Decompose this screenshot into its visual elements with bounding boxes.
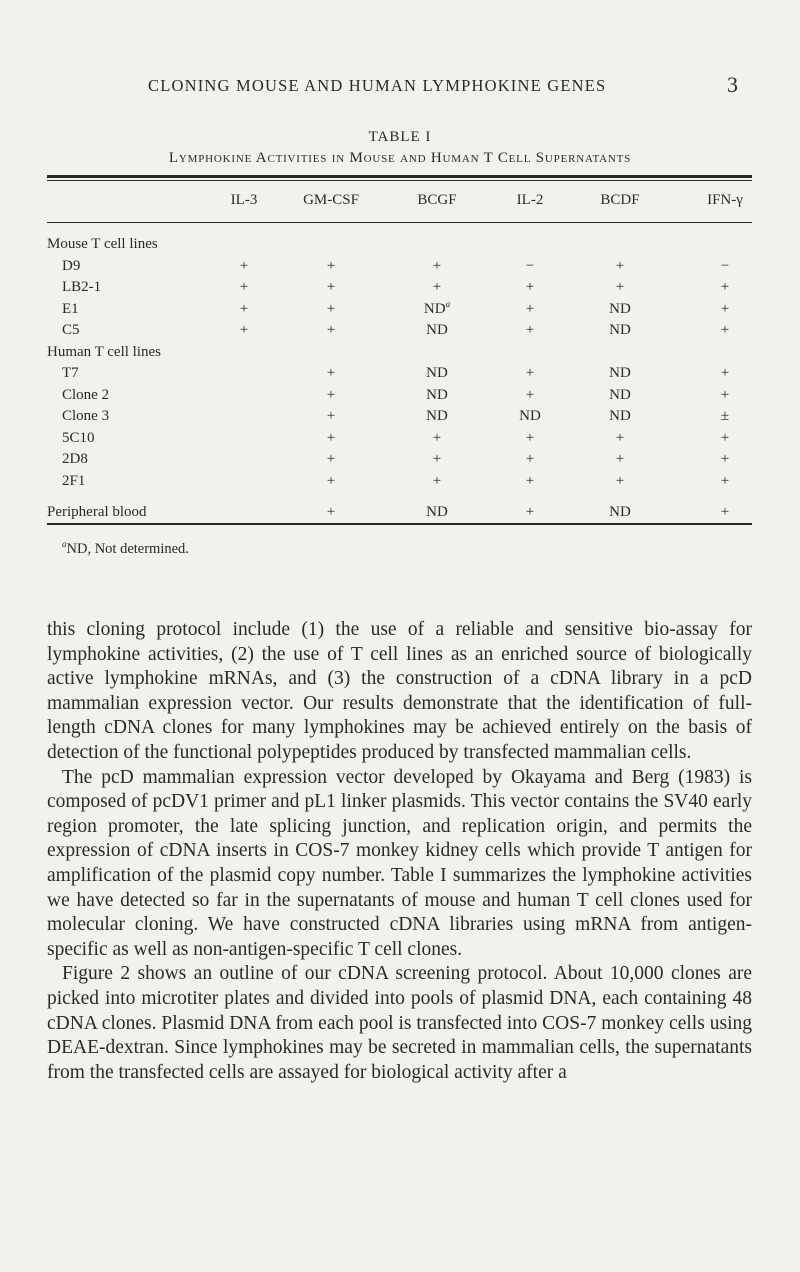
table-row [0, 298, 800, 321]
table-cell: + [525, 322, 535, 338]
row-label: T7 [62, 365, 79, 381]
column-header: BCGF [417, 192, 457, 208]
paragraph: Figure 2 shows an outline of our cDNA screening protocol. About 10,000 clones are picked into microtiter plates and divided into pools of plasmid DNA, each containing 48 cDNA clones. Plasmid DNA from each pool is transfected into COS-7 monkey cells using DEAE-dextran. Since lymphokines may be secreted in mammalian cells, the supernatants from the transfected cells are assayed for biological activity after a [47, 963, 752, 1083]
table-cell: + [326, 504, 336, 520]
table-cell: + [239, 300, 249, 317]
table-cell: + [525, 504, 535, 520]
table-cell-text: ND [423, 300, 446, 317]
table-label: TABLE I [368, 129, 432, 145]
table-cell: + [326, 429, 336, 446]
table-cell: − [720, 257, 730, 274]
page-number: 3 [727, 72, 738, 97]
group-label: Mouse T cell lines [47, 236, 158, 252]
table-row [0, 430, 800, 450]
row-label: 5C10 [62, 429, 95, 446]
table-cell: + [615, 451, 625, 467]
row-label: Peripheral blood [47, 504, 147, 520]
table-cell: + [326, 322, 336, 338]
table-cell: + [720, 279, 730, 295]
running-head: CLONING MOUSE AND HUMAN LYMPHOKINE GENES [148, 76, 607, 95]
table-cell: ND [426, 365, 448, 381]
column-header: IFN-γ [707, 192, 743, 208]
table-cell: + [720, 451, 730, 467]
table-cell: ND [426, 386, 448, 403]
row-label: C5 [62, 322, 80, 338]
table-cell: ND [609, 408, 631, 424]
table-group-header [0, 236, 800, 256]
column-header: IL-3 [230, 192, 258, 208]
table-row [0, 387, 800, 407]
table-row [0, 504, 800, 524]
table-header-rule [47, 222, 752, 223]
table-cell: + [615, 472, 625, 489]
table-cell: + [432, 429, 442, 446]
table-top-rule [47, 175, 752, 178]
table-cell: + [525, 365, 535, 381]
row-label: Clone 2 [62, 386, 110, 403]
table-cell: ND [609, 504, 631, 520]
table-title: Lymphokine Activities in Mouse and Human T Cell Supernatants [168, 150, 632, 166]
paragraph: this cloning protocol include (1) the use of a reliable and sensitive bio-assay for lymphokine activities, (2) the use of T cell lines as an enriched source of biologically active lymphokine mRNAs, and (3) the construction of a cDNA library in a pcD mammalian expression vector. Our results demonstrate that the identification of full-length cDNA clones for many lymphokines may be achieved entirely on the basis of detection of the functional polypeptides produced by transfected mammalian cells. [47, 619, 752, 763]
group-label: Human T cell lines [47, 343, 162, 360]
row-label: D9 [62, 257, 81, 274]
table-cell: + [525, 429, 535, 446]
table-cell: + [720, 429, 730, 446]
table-cell: + [326, 300, 336, 317]
table-cell [392, 298, 482, 318]
row-label: E1 [62, 300, 79, 317]
table-cell: ND [609, 365, 631, 381]
row-label: Clone 3 [62, 408, 110, 424]
table-cell: + [525, 451, 535, 467]
table-cell: + [326, 386, 336, 403]
table-cell: + [525, 472, 535, 489]
table-cell: + [525, 300, 535, 317]
table-cell: + [525, 386, 535, 403]
table-cell: + [432, 279, 442, 295]
table-cell: + [432, 451, 442, 467]
footnote-marker: a [62, 539, 67, 549]
table-cell: + [239, 322, 249, 338]
table-cell: + [720, 504, 730, 520]
table-cell: + [720, 472, 730, 489]
table-cell: + [720, 322, 730, 338]
table-row [0, 473, 800, 493]
table-cell: + [720, 365, 730, 381]
table-cell: ND [609, 322, 631, 338]
row-label: 2D8 [62, 451, 88, 467]
table-cell: ND [426, 322, 448, 338]
footnote-text: ND, Not determined. [66, 541, 189, 557]
table-cell: + [326, 279, 336, 295]
table-row [0, 365, 800, 385]
column-header: GM-CSF [303, 192, 359, 208]
table-cell: + [615, 257, 625, 274]
table-cell: + [720, 300, 730, 317]
table-cell: ND [426, 408, 448, 424]
table-cell: + [615, 279, 625, 295]
table-cell: ND [609, 300, 631, 317]
table-cell: ND [609, 386, 631, 403]
table-cell: ND [426, 504, 448, 520]
table-cell: + [326, 257, 336, 274]
table-cell: + [239, 279, 249, 295]
row-label: 2F1 [62, 472, 86, 489]
body-text [47, 618, 752, 1085]
table-cell: − [525, 257, 535, 274]
table-cell: + [326, 472, 336, 489]
table-cell: ND [519, 408, 541, 424]
table-cell: + [432, 472, 442, 489]
table-cell: + [239, 257, 249, 274]
column-header: BCDF [600, 192, 640, 208]
table-top-rule-thin [47, 180, 752, 181]
table-cell: + [326, 451, 336, 467]
table-cell: + [525, 279, 535, 295]
table-group-header [0, 344, 800, 364]
table-cell: + [326, 408, 336, 424]
column-header: IL-2 [516, 192, 544, 208]
paragraph: The pcD mammalian expression vector developed by Okayama and Berg (1983) is composed of pcDV1 primer and pL1 linker plasmids. This vector contains the SV40 early region promoter, the late splicing junction, and replication origin, and permits the expression of cDNA inserts in COS-7 monkey kidney cells which provide T antigen for amplification of the plasmid copy number. Table I summarizes the lymphokine activities we have detected so far in the supernatants of mouse and human T cell clones used for molecular cloning. We have constructed cDNA libraries using mRNA from antigen-specific as well as non-antigen-specific T cell clones. [47, 766, 752, 960]
table-cell: + [720, 386, 730, 403]
table-cell: ± [720, 408, 730, 424]
row-label: LB2-1 [62, 279, 102, 295]
table-footnote [62, 541, 189, 558]
table-row [0, 258, 800, 278]
table-cell: + [326, 365, 336, 381]
table-row [0, 279, 800, 299]
table-row [0, 451, 800, 471]
table-row [0, 408, 800, 428]
table-cell: + [615, 429, 625, 446]
table-row [0, 322, 800, 342]
table-cell: + [432, 257, 442, 274]
footnote-reference: a [445, 298, 451, 309]
